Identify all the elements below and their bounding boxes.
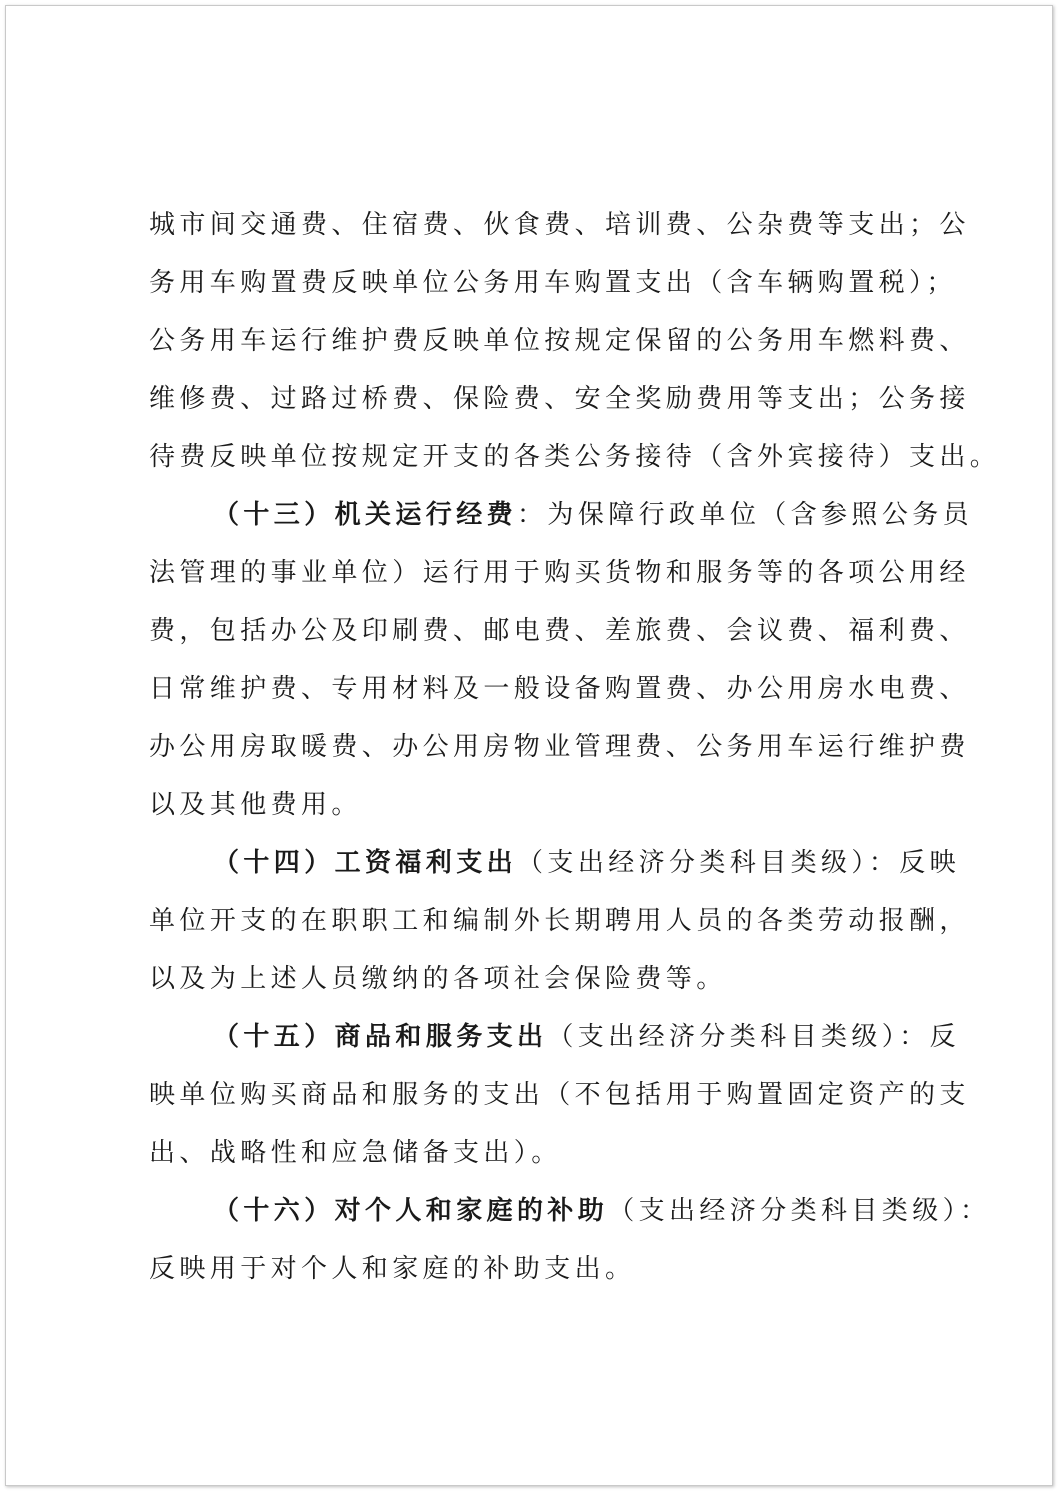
section-heading: （十四）工资福利支出 <box>213 848 518 878</box>
text-line: 办公用房取暖费、办公用房物业管理费、公务用车运行维护费 <box>149 732 970 762</box>
text-run: （支出经济分类科目类级）：反映 <box>517 848 961 878</box>
text-line <box>149 1008 961 1066</box>
text-line: 出、战略性和应急储备支出）。 <box>149 1138 562 1168</box>
section-heading: （十五）商品和服务支出 <box>213 1022 548 1052</box>
text-line: 费，包括办公及印刷费、邮电费、差旅费、会议费、福利费、 <box>149 616 970 646</box>
text-line: 法管理的事业单位）运行用于购买货物和服务等的各项公用经 <box>149 558 970 588</box>
text-run: ：为保障行政单位（含参照公务员 <box>517 500 974 530</box>
text-line: 反映用于对个人和家庭的补助支出。 <box>149 1254 636 1284</box>
paragraph-16 <box>149 1182 991 1298</box>
text-line: 日常维护费、专用材料及一般设备购置费、办公用房水电费、 <box>149 674 970 704</box>
text-run: （支出经济分类科目类级）： <box>608 1196 991 1226</box>
paragraph-15 <box>149 1008 970 1182</box>
section-heading: （十三）机关运行经费 <box>213 500 518 530</box>
text-line: 务用车购置费反映单位公务用车购置支出（含车辆购置税）； <box>149 268 957 298</box>
text-line: 公务用车运行维护费反映单位按规定保留的公务用车燃料费、 <box>149 326 970 356</box>
section-heading: （十六）对个人和家庭的补助 <box>213 1196 609 1226</box>
paragraph-12-continuation <box>149 196 1001 486</box>
text-line: 维修费、过路过桥费、保险费、安全奖励费用等支出；公务接 <box>149 384 970 414</box>
text-line: 以及其他费用。 <box>149 790 362 820</box>
text-line <box>149 1182 991 1240</box>
document-body <box>149 196 1001 1298</box>
text-line: 以及为上述人员缴纳的各项社会保险费等。 <box>149 964 727 994</box>
text-line <box>149 486 974 544</box>
text-line: 映单位购买商品和服务的支出（不包括用于购置固定资产的支 <box>149 1080 970 1110</box>
text-line <box>149 834 961 892</box>
text-line: 城市间交通费、住宿费、伙食费、培训费、公杂费等支出；公 <box>149 210 970 240</box>
paragraph-14 <box>149 834 970 1008</box>
text-line: 待费反映单位按规定开支的各类公务接待（含外宾接待）支出。 <box>149 442 1001 472</box>
text-run: （支出经济分类科目类级）：反 <box>547 1022 961 1052</box>
text-line: 单位开支的在职职工和编制外长期聘用人员的各类劳动报酬， <box>149 906 970 936</box>
paragraph-13 <box>149 486 974 834</box>
document-page <box>5 5 1053 1486</box>
